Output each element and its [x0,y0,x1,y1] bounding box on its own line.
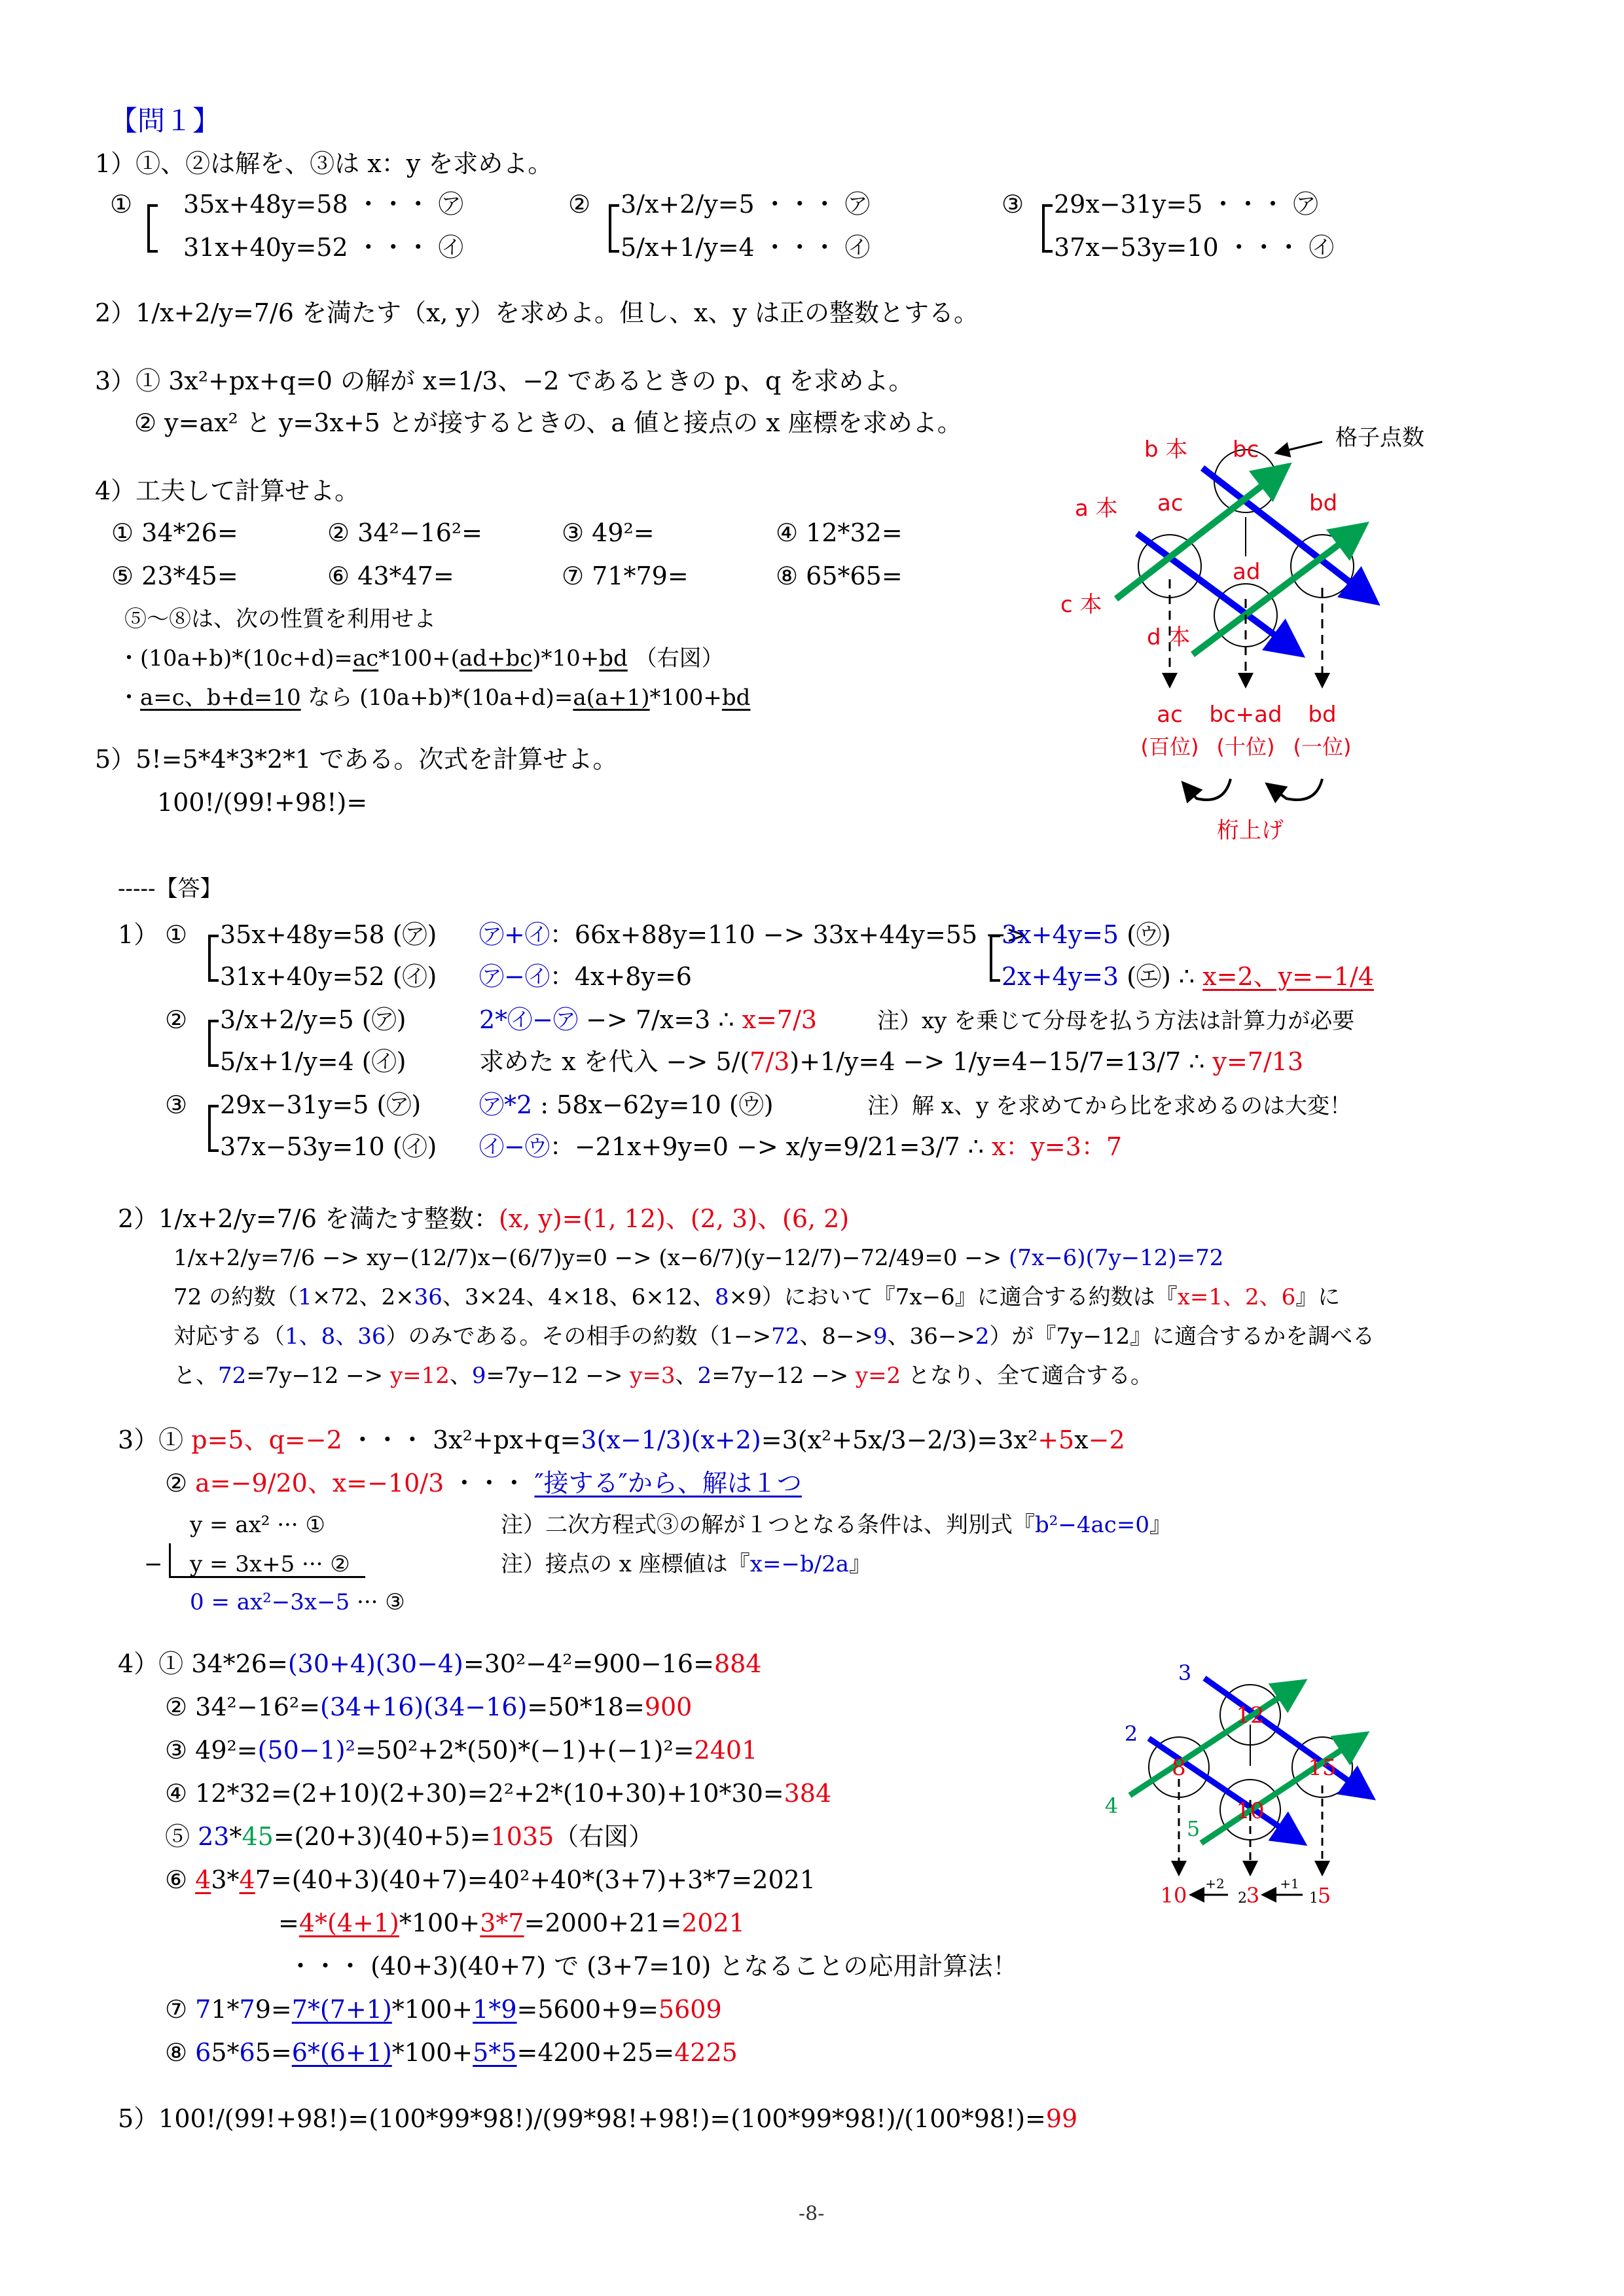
text-run: 2）1/x+2/y=7/6 を満たす整数： [118,1204,499,1233]
a2-line4 [173,1323,1375,1350]
a4-line5 [165,1822,653,1852]
a4-line2 [165,1693,692,1723]
page-number: -8- [799,2202,825,2225]
text-run: ・・・ (40+3)(40+7) で (3+7=10) となることの応用計算法！ [288,1952,1018,1981]
text-run: =3(x²+5x/3−2/3)=3x² [761,1426,1038,1454]
text-run: 注）解 x、y を求めてから比を求めるのは大変！ [867,1093,1352,1119]
text-run: 7=(40+3)(40+7)=40²+40*(3+7)+3*7=2021 [255,1865,816,1894]
text-run: ⑤ [165,1822,198,1851]
text-run: 』に [1295,1284,1341,1310]
text-run: 7/3 [749,1047,790,1076]
q2-text: 2）1/x+2/y=7/6 を満たす（x, y）を求めよ。但し、x、y は正の整数とする。 [95,298,979,327]
text-run: 36 [414,1284,442,1310]
q1-sys1-brace [147,204,158,253]
text-run: 5/x+1/y=4 (㋑) [220,1047,406,1076]
a4-line6-b [278,1909,745,1939]
d-lines-label: d 本 [1147,624,1191,651]
text-run: 9 [873,1323,888,1350]
result-hundreds: 10 [1160,1883,1187,1908]
text-run: x=7/3 [742,1005,818,1034]
text-run: ③ 49²= [165,1736,258,1765]
text-run: 35x+48y=58 (㋐) [220,920,437,949]
node-label-ac: ac [1157,490,1183,516]
a1-sys3-note [867,1093,1352,1120]
text-run: p=5、q=−2 [191,1426,342,1454]
text-run: a=c、b+d=10 [140,685,301,711]
place-hundreds: (百位) [1140,734,1199,759]
a1-sys1-num [165,920,187,950]
text-run: − [144,1551,163,1577]
q4-label: 4）工夫して計算せよ。 [95,476,360,505]
example-lattice-diagram [1087,1636,1453,1937]
a4-line6-note [288,1952,1017,1982]
a1-sys2-brace [208,1020,219,1067]
carry-label: 桁上げ [1217,817,1284,844]
b-lines-label: b 本 [1144,437,1188,463]
text-run: ad+bc [459,645,533,672]
text-run: 7*(7+1) [291,1995,392,2024]
text-run: 3）① [118,1426,192,1454]
a1-sys3-step1 [479,1090,774,1121]
a2-line1 [118,1204,849,1234]
text-run: 4 [195,1865,211,1894]
lattice-diagram [1034,406,1492,864]
text-run: ）のみである。その相手の約数（1−> [386,1323,772,1350]
text-run: 31x+40y=52 (㋑) [220,962,437,991]
text-run: *100+ [649,685,722,711]
text-run: ・(10a+b)*(10c+d)= [118,645,353,672]
carry-plus-1: +1 [1280,1876,1299,1892]
q4-property-1 [118,645,724,672]
a1-sys1-reduced-brace [990,935,1000,982]
text-run: 1035 [490,1822,554,1851]
a1-sys1-step2 [479,962,692,992]
text-run: 900 [644,1693,693,1721]
a1-sys2-num [165,1005,187,1035]
text-run: x=2、y=−1/4 [1202,962,1374,991]
text-run: *100+ [399,1909,480,1937]
text-run: =7y−12 −> [246,1363,390,1389]
text-run: ··· ③ [350,1589,405,1615]
a1-sys3-eq1 [220,1090,421,1121]
subtraction-line [169,1576,365,1578]
q4-property-2 [118,685,750,711]
sum-tens: bc+ad [1209,702,1282,728]
text-run: 5609 [658,1995,722,2024]
text-run: (34+16)(34−16) [320,1693,528,1721]
text-run: 37x−53y=10 (㋑) [220,1132,437,1161]
text-run: 23 [198,1822,230,1851]
node-label-bc: bc [1233,437,1259,463]
a3-note1 [501,1512,1172,1539]
text-run: 4 [239,1865,255,1894]
text-run: 5= [255,2038,292,2067]
text-run: y = 3x+5 ··· ② [190,1551,350,1577]
text-run: 72 [771,1323,800,1350]
text-run: a(a+1) [573,685,650,711]
q4-item-8: ⑧ 65*65= [776,562,903,590]
text-run: =50*18= [527,1693,645,1721]
a1-sys2-eq2 [220,1047,406,1077]
q4-note: ⑤〜⑧は、次の性質を利用せよ [124,606,436,632]
text-run: ② [165,1469,196,1498]
text-run: *100+( [378,645,460,672]
text-run: ② 34²−16²= [165,1693,320,1721]
text-run: 7 [239,1995,255,2024]
text-run: ″接する″から、解は１つ [534,1469,802,1498]
text-run: 4225 [674,2038,738,2067]
text-run: ac [352,645,379,672]
a1-sys1-reduced-eq2 [1001,962,1374,992]
a4-line1 [118,1649,761,1679]
text-run: 』 [1149,1512,1172,1538]
carry-arrow-2 [1273,779,1322,800]
place-ones: (一位) [1293,734,1352,759]
text-run: 注）接点の x 座標値は『 [501,1551,750,1577]
a1-sys1-brace [208,935,219,982]
text-run: bd [599,645,628,672]
text-run: 、36−> [887,1323,975,1350]
text-run: (㋒) [1119,920,1171,949]
a4-line3 [165,1736,757,1766]
text-run: 4*(4+1) [298,1909,399,1937]
result-ones: 5 [1317,1883,1331,1908]
text-run: ② [165,1005,188,1034]
text-run: b²−4ac=0 [1035,1512,1149,1538]
text-run: *100+ [391,2038,473,2067]
lattice-count-label: 格子点数 [1335,425,1424,451]
result-tens: 3 [1246,1883,1260,1908]
text-run: 、8−> [799,1323,874,1350]
text-run: 884 [713,1649,762,1678]
text-run: 9 [471,1363,486,1389]
text-run: 1* [211,1995,240,2024]
q1-sys2-eq2: 5/x+1/y=4 ・・・ ㋑ [621,233,870,262]
text-run: =2000+21= [524,1909,682,1937]
q4-item-5: ⑤ 23*45= [111,562,238,590]
text-run: a=−9/20、x=−10/3 [195,1469,444,1498]
text-run: −2 [1088,1426,1125,1454]
text-run: 9= [255,1995,292,2024]
text-run: 3(x−1/3)(x+2) [581,1426,761,1454]
text-run: 4）① 34*26= [118,1649,288,1678]
text-run: 、3×24、4×18、6×12、 [442,1284,715,1310]
q1-sys2-num: ② [568,190,591,219]
text-run: （右図） [627,645,724,672]
text-run: =50²+2*(50)*(−1)+(−1)²= [355,1736,695,1765]
q1-sys3-eq1: 29x−31y=5 ・・・ ㋐ [1054,190,1318,219]
a3-line2 [165,1469,802,1499]
text-run: 5）100!/(99!+98!)=(100*99*98!)/(99*98!+98!)=(100*99*98!)/(100*98!)= [118,2104,1046,2133]
text-run: 、 [675,1363,698,1389]
q1-sys3-brace [1042,204,1053,253]
a1-sys3-eq2 [220,1132,437,1162]
q3-line2: ② y=ax² と y=3x+5 とが接するときの、a 値と接点の x 座標を求めよ。 [134,408,962,437]
text-run: 7 [195,1995,211,2024]
text-run: 』 [849,1551,872,1577]
a4-line7 [165,1995,722,2025]
text-run: =7y−12 −> [712,1363,856,1389]
text-run: =30²−4²=900−16= [463,1649,714,1678]
sum-ones: bd [1308,702,1337,728]
node-value-15: 15 [1308,1755,1337,1781]
a1-sys2-step2 [479,1047,1303,1077]
text-run: y=7/13 [1212,1047,1304,1076]
lattice-pointer-arrow [1282,442,1322,452]
text-run: ③ [165,1090,188,1119]
text-run: 99 [1045,2104,1078,2133]
text-run: 、 [449,1363,472,1389]
text-run: ×9）において『7x−6』に適合する約数は『 [729,1284,1178,1310]
text-run: y=2 [855,1363,901,1389]
text-run: 2021 [681,1909,745,1937]
text-run: )+1/y=4 −> 1/y=4−15/7=13/7 ∴ [789,1047,1213,1076]
text-run: =7y−12 −> [486,1363,630,1389]
text-run: 6 [239,2038,255,2067]
q1-sys3-num: ③ [1001,190,1024,219]
q1-label: 1）①、②は解を、③は x：y を求めよ。 [95,149,553,178]
text-run: ⑧ [165,2038,196,2067]
blue-line-b [1202,468,1365,594]
text-run: ④ 12*32=(2+10)(2+30)=2²+2*(10+30)+10*30= [165,1779,784,1808]
text-run: と、 [173,1363,218,1389]
text-run: x：y=3：7 [992,1132,1123,1161]
text-run: 384 [784,1779,832,1808]
text-run: 2x+4y=3 [1001,962,1119,991]
a1-sys3-num [165,1090,187,1121]
question-title: 【問１】 [110,105,221,137]
a1-sys2-step1 [479,1005,817,1035]
carry-plus-2: +2 [1205,1876,1225,1892]
text-run: 72 の約数（ [173,1284,298,1310]
sum-hundreds: ac [1157,702,1183,728]
q3-line1: 3）① 3x²+px+q=0 の解が x=1/3、−2 であるときの p、q を求めよ。 [95,367,914,395]
answer-header: -----【答】 [118,876,223,902]
a1-sys1-eq2 [220,962,437,992]
q5-line1: 5）5!=5*4*3*2*1 である。次式を計算せよ。 [95,745,618,774]
text-run: y = ax² ··· ① [190,1512,325,1538]
text-run: 1、8、36 [285,1323,386,1350]
green-label-5: 5 [1186,1816,1200,1841]
a-lines-label: a 本 [1075,495,1118,522]
q1-sys2-eq1: 3/x+2/y=5 ・・・ ㋐ [621,190,870,219]
text-run: (30+4)(30−4) [287,1649,463,1678]
q4-item-4: ④ 12*32= [776,518,903,547]
text-run: =4200+25= [516,2038,675,2067]
text-run: : 58x−62y=10 (㋒) [532,1090,774,1119]
node-label-ad: ad [1233,559,1261,585]
text-run: y=12 [389,1363,450,1389]
a4-line6 [165,1865,816,1895]
text-run: ㋑−㋒ [479,1132,550,1161]
a1-sys2-eq1 [220,1005,406,1035]
text-run: =(20+3)(40+5)= [273,1822,491,1851]
place-tens: (十位) [1216,734,1275,759]
result-tens-carry: 2 [1238,1890,1247,1907]
text-run: 対応する（ [173,1323,285,1350]
text-run: 3*7 [480,1909,524,1937]
blue-label-2: 2 [1124,1721,1138,1746]
a2-line3 [173,1284,1340,1311]
text-run: 3x+4y=5 [1001,920,1119,949]
c-lines-label: c 本 [1060,592,1102,618]
q4-item-6: ⑥ 43*47= [327,562,454,590]
node-value-12: 12 [1236,1702,1265,1729]
a3-line1 [118,1426,1125,1456]
text-run: 1 [298,1284,312,1310]
text-run: * [229,1822,242,1851]
text-run: ・・・ [444,1469,535,1498]
text-run: *100+ [391,1995,473,2024]
q1-sys3-eq2: 37x−53y=10 ・・・ ㋑ [1054,233,1334,262]
text-run: x [1074,1426,1089,1454]
text-run: ・・・ 3x²+px+q= [342,1426,581,1454]
text-run: 0 = ax²−3x−5 [190,1589,350,1615]
carry-arrow-1 [1188,779,1231,800]
text-run: 45 [242,1822,274,1851]
text-run: ：66x+88y=110 −> 33x+44y=55 −> [549,920,1027,949]
text-run: ：−21x+9y=0 −> x/y=9/21=3/7 ∴ [549,1132,992,1161]
a1-sys1-step1 [479,920,1027,950]
text-run: 注）xy を乗じて分母を払う方法は計算力が必要 [877,1008,1355,1034]
q1-sys1-num: ① [110,190,133,219]
text-run: 5* [211,2038,240,2067]
text-run: +5 [1038,1426,1075,1454]
q1-sys2-brace [609,204,619,253]
text-run: 1/x+2/y=7/6 −> xy−(12/7)x−(6/7)y=0 −> (x−6/7)(y−12/7)−72/49=0 −> [173,1245,1009,1271]
a5-line1 [118,2104,1077,2134]
text-run: 29x−31y=5 (㋐) [220,1090,422,1119]
text-run: 2*㋑−㋐ [479,1005,579,1034]
a2-line5 [173,1363,1153,1390]
text-run: となり、全て適合する。 [901,1363,1153,1389]
text-run: y=3 [630,1363,676,1389]
text-run: 1*9 [473,1995,517,2024]
text-run: = [278,1909,299,1937]
a1-sys3-brace [208,1105,219,1152]
text-run: なら (10a+b)*(10a+d)= [300,685,573,711]
a3-note2 [501,1551,871,1578]
a2-line2 [173,1245,1223,1272]
text-run: ）が『7y−12』に適合するかを調べる [989,1323,1375,1350]
a3-eq2 [190,1551,350,1578]
text-run: 3* [211,1865,240,1894]
text-run: 72 [218,1363,247,1389]
green-label-4: 4 [1104,1793,1119,1818]
text-run: ㋐+㋑ [479,920,550,949]
a3-minus [144,1551,163,1578]
text-run: 求めた x を代入 −> 5/( [479,1047,750,1076]
text-run: 2 [975,1323,990,1350]
text-run: x=−b/2a [749,1551,850,1577]
node-label-bd: bd [1309,490,1338,516]
a3-eq1 [190,1512,325,1539]
blue-label-3: 3 [1178,1660,1192,1685]
text-run: ×72、2× [312,1284,414,1310]
q1-sys1-eq2: 31x+40y=52 ・・・ ㋑ [183,233,463,262]
q4-item-1: ① 34*26= [111,518,238,547]
text-run: 注）二次方程式③の解が１つとなる条件は、判別式『 [501,1512,1035,1538]
text-run: (㋓) ∴ [1119,962,1203,991]
text-run: ：4x+8y=6 [549,962,692,991]
text-run: 3/x+2/y=5 (㋐) [220,1005,406,1034]
text-run: ㋐−㋑ [479,962,550,991]
a1-sys1-reduced-eq1 [1001,920,1171,950]
result-ones-carry: 1 [1309,1890,1318,1907]
q1-sys1-eq1: 35x+48y=58 ・・・ ㋐ [183,190,463,219]
text-run: (7x−6)(7y−12)=72 [1009,1245,1224,1271]
text-run: =5600+9= [516,1995,659,2024]
a3-eq3 [190,1589,405,1616]
text-run: ⑦ [165,1995,196,2024]
text-run: 6*(6+1) [291,2038,392,2067]
a1-sys1-eq1 [220,920,437,950]
node-value-8: 8 [1172,1755,1186,1781]
text-run: ・ [118,685,140,711]
text-run: (x, y)=(1, 12)、(2, 3)、(6, 2) [498,1204,850,1233]
text-run: 5*5 [473,2038,517,2067]
text-run: 2 [697,1363,712,1389]
q4-item-2: ② 34²−16²= [327,518,482,547]
text-run: −> 7/x=3 ∴ [578,1005,742,1034]
subtraction-bracket [169,1543,171,1577]
text-run: x=1、2、6 [1177,1284,1296,1310]
q4-item-7: ⑦ 71*79= [562,562,689,590]
text-run: ① [165,920,188,949]
text-run: ⑥ [165,1865,196,1894]
text-run: )*10+ [532,645,600,672]
q5-line2: 100!/(99!+98!)= [157,788,368,817]
a1-sys2-note [877,1008,1354,1035]
text-run: （右図） [554,1822,654,1851]
a1-sys3-step2 [479,1132,1122,1162]
q4-item-3: ③ 49²= [562,518,655,547]
node-value-10: 10 [1236,1798,1265,1824]
a4-line4 [165,1779,831,1809]
text-run: (50−1)² [257,1736,355,1765]
a4-line8 [165,2038,738,2068]
text-run: 6 [195,2038,211,2067]
text-run: 2401 [694,1736,758,1765]
text-run: bd [721,685,751,711]
text-run: ㋐*2 [479,1090,533,1119]
text-run: 8 [715,1284,729,1310]
a1-label: 1） [118,920,159,949]
